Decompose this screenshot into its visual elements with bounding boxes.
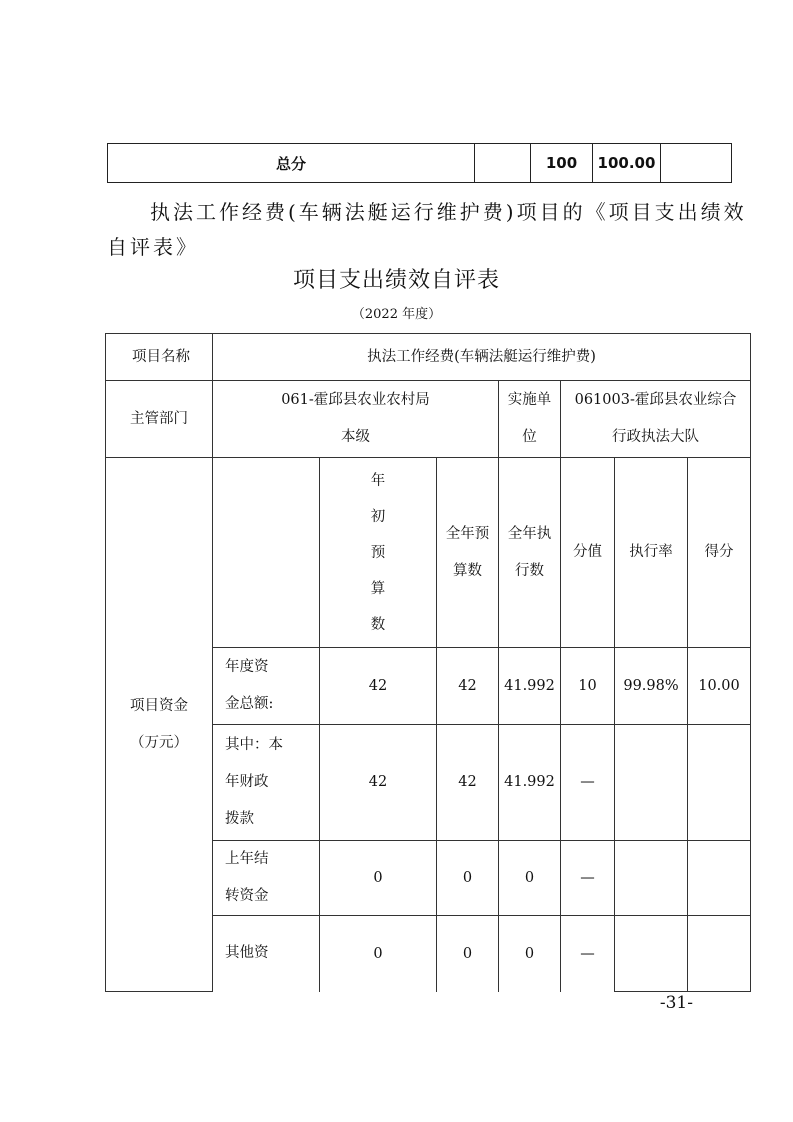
annual-execution-cell: 0 bbox=[499, 841, 561, 916]
score-value-cell: — bbox=[561, 841, 615, 916]
annual-execution-cell: 0 bbox=[499, 916, 561, 992]
performance-self-evaluation-table bbox=[105, 333, 751, 992]
annual-execution-header: 全年执 行数 bbox=[499, 458, 561, 648]
initial-budget-cell: 42 bbox=[320, 725, 437, 841]
form-title: 项目支出绩效自评表 bbox=[292, 268, 500, 293]
row-label: 其中：本 年财政 拨款 bbox=[213, 725, 320, 841]
initial-budget-cell: 0 bbox=[320, 841, 437, 916]
form-year: （2022 年度） bbox=[351, 307, 442, 322]
empty-cell bbox=[475, 144, 531, 183]
project-name-row bbox=[106, 334, 751, 381]
full-score-cell: 100 bbox=[531, 144, 593, 183]
annual-budget-header: 全年预 算数 bbox=[437, 458, 499, 648]
page-number: -31- bbox=[659, 993, 693, 1013]
execution-rate-cell: 99.98% bbox=[615, 648, 688, 725]
annual-execution-cell: 41.992 bbox=[499, 648, 561, 725]
initial-budget-cell: 42 bbox=[320, 648, 437, 725]
execution-rate-header: 执行率 bbox=[615, 458, 688, 648]
department-row bbox=[106, 381, 751, 458]
annual-budget-cell: 0 bbox=[437, 841, 499, 916]
total-score-table bbox=[107, 143, 732, 183]
score-cell bbox=[688, 725, 751, 841]
score-value-cell: — bbox=[561, 725, 615, 841]
score-value-cell: 10 bbox=[561, 648, 615, 725]
initial-budget-header: 年 初 预 算 数 bbox=[320, 458, 437, 648]
project-name-label: 项目名称 bbox=[106, 334, 213, 381]
score-cell: 10.00 bbox=[688, 648, 751, 725]
funds-header-row bbox=[106, 458, 751, 648]
annual-budget-cell: 42 bbox=[437, 725, 499, 841]
score-value-cell: — bbox=[561, 916, 615, 992]
implementing-unit-label: 实施单 位 bbox=[499, 381, 561, 458]
total-score-label: 总分 bbox=[108, 144, 475, 183]
execution-rate-cell bbox=[615, 841, 688, 916]
empty-cell bbox=[661, 144, 732, 183]
execution-rate-cell bbox=[615, 916, 688, 992]
score-cell bbox=[688, 916, 751, 992]
department-label: 主管部门 bbox=[106, 381, 213, 458]
row-label: 上年结 转资金 bbox=[213, 841, 320, 916]
annual-execution-cell: 41.992 bbox=[499, 725, 561, 841]
row-label: 年度资 金总额: bbox=[213, 648, 320, 725]
score-header: 得分 bbox=[688, 458, 751, 648]
score-value-header: 分值 bbox=[561, 458, 615, 648]
initial-budget-cell: 0 bbox=[320, 916, 437, 992]
implementing-unit-value: 061003-霍邱县农业综合 行政执法大队 bbox=[561, 381, 751, 458]
execution-rate-cell bbox=[615, 725, 688, 841]
project-funds-label: 项目资金 （万元） bbox=[106, 458, 213, 992]
project-name-value: 执法工作经费(车辆法艇运行维护费) bbox=[213, 334, 751, 381]
intro-line-2: 自评表》 bbox=[107, 235, 199, 259]
score-cell: 100.00 bbox=[593, 144, 661, 183]
row-label: 其他资 bbox=[213, 916, 320, 992]
score-cell bbox=[688, 841, 751, 916]
annual-budget-cell: 0 bbox=[437, 916, 499, 992]
intro-line-1: 执法工作经费(车辆法艇运行维护费)项目的《项目支出绩效 bbox=[150, 200, 747, 224]
department-value: 061-霍邱县农业农村局 本级 bbox=[213, 381, 499, 458]
empty-cell bbox=[213, 458, 320, 648]
annual-budget-cell: 42 bbox=[437, 648, 499, 725]
total-score-row bbox=[108, 144, 732, 183]
